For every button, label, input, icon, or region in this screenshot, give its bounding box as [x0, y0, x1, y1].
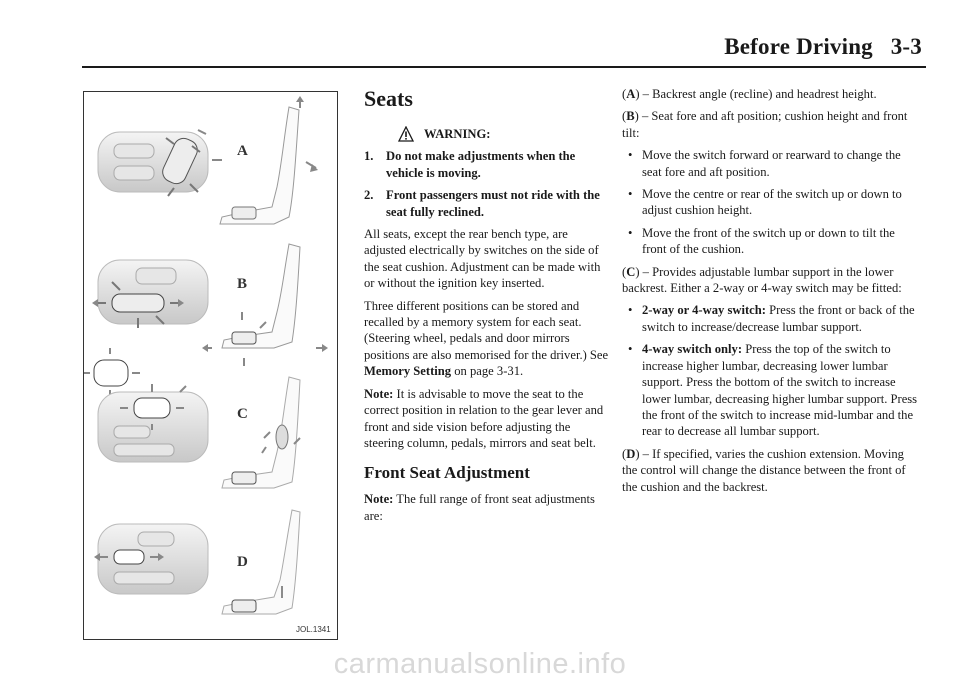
adjustment-b: (B) – Seat fore and aft position; cushion height and front tilt: [622, 109, 908, 140]
seats-paragraph-1: All seats, except the rear bench type, are adjusted electrically by switches on the side of the seat cushion. Adjustment can be made with or without the ignition key inserted. [364, 227, 601, 291]
column-seats [364, 86, 610, 530]
warning-item-text: Do not make adjustments when the vehicle is moving. [386, 149, 576, 180]
seats-paragraph-2: Three different positions can be stored and recalled by a memory system for each seat. (Steering wheel, pedals and door mirrors positions are also memorised for the driver.) See Memory Setting on page 3-31. [364, 298, 609, 379]
adjustment-d: (D) – If specified, varies the cushion extension. Moving the control will change the distance between the front of the cushion and the backrest. [622, 446, 906, 494]
list-item: • Move the switch forward or rearward to change the seat fore and aft position. [628, 148, 901, 179]
watermark: carmanualsonline.info [333, 648, 627, 680]
warning-icon [398, 126, 414, 142]
warning-item [364, 187, 610, 220]
note-label: Note: [364, 386, 394, 401]
warning-list [364, 148, 610, 220]
warning-item-text: Front passengers must not ride with the seat fully reclined. [386, 188, 600, 219]
figure-code: JOL.1341 [296, 625, 331, 634]
label-c: C [237, 406, 248, 422]
seat-controls-illustration [83, 91, 338, 640]
adjustment-c: (C) – Provides adjustable lumbar support in the lower backrest. Either a 2-way or 4-way switch may be fitted: [622, 264, 902, 296]
note-label: Note: [364, 492, 394, 507]
warning-item-number: 1. [364, 149, 374, 164]
label-a: A [237, 143, 248, 159]
memory-setting-link[interactable]: Memory Setting [364, 364, 452, 379]
adjustment-b-list [622, 147, 920, 257]
list-item: • 2-way or 4-way switch: Press the front or back of the switch to increase/decrease lumbar support. [628, 303, 915, 334]
extension-switch [114, 550, 144, 564]
front-seat-note: Note: The full range of front seat adjustments are: [364, 492, 595, 523]
warning-header [364, 126, 610, 142]
warning-item-number: 2. [364, 188, 374, 203]
front-seat-heading: Front Seat Adjustment [364, 463, 530, 483]
warning-item [364, 148, 610, 181]
header-rule [82, 66, 926, 68]
adjustment-a: (A) – Backrest angle (recline) and headrest height. [622, 87, 877, 101]
panel-a [98, 96, 318, 224]
list-item: • Move the front of the switch up or down to tilt the front of the cushion. [628, 225, 895, 257]
panel-d [94, 510, 300, 614]
warning-label: WARNING: [424, 127, 491, 141]
list-item: • 4-way switch only: Press the top of the switch to increase higher lumbar, decreasing lower lumbar support. Press the bottom of the switch to increase lower lumbar, decreasing higher lumbar support. Press the front of the switch to increase mid-lumbar and the rear to decrease all lumbar support. [628, 342, 918, 439]
seats-heading: Seats [364, 86, 413, 111]
column-adjustments [622, 86, 920, 501]
adjustment-c-list [622, 302, 920, 439]
panel-b [92, 244, 328, 366]
seats-note: Note: It is advisable to move the seat to the correct position in relation to the gear lever and front and side vision before adjusting the steering column, pedals, mirrors and seat belt. [364, 386, 604, 450]
label-b: B [237, 276, 248, 292]
panel-c [84, 348, 300, 488]
list-item: • Move the centre or rear of the switch up or down to adjust cushion height. [628, 187, 902, 218]
cushion-switch [112, 294, 164, 312]
lumbar-switch-detail [94, 360, 128, 386]
label-d: D [237, 554, 248, 570]
page-header-title: Before Driving 3-3 [724, 34, 922, 59]
